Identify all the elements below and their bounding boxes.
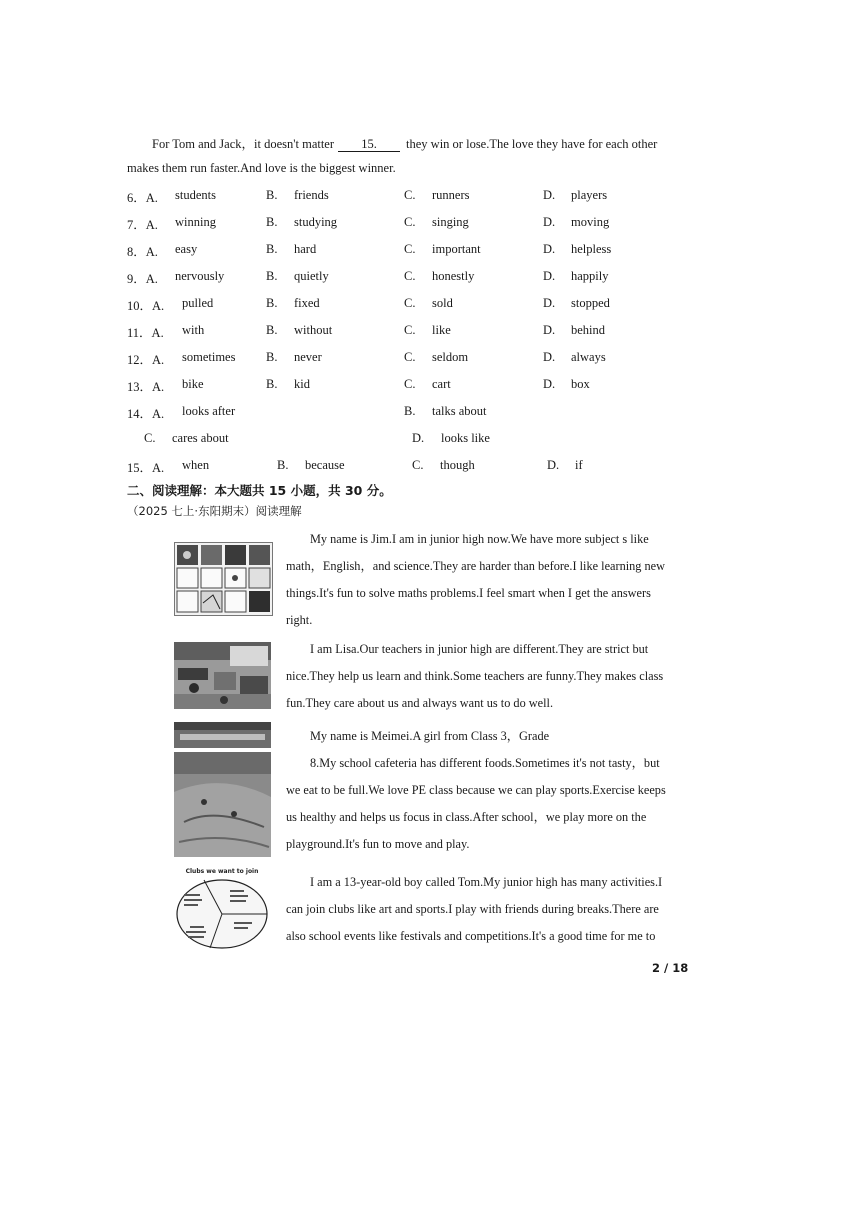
tom-clubs-pie-image: [174, 864, 271, 952]
question-label-b: B.: [266, 269, 278, 283]
passage-tom-line-3: also school events like festivals and competitions.It's a good time for me to: [286, 929, 656, 943]
question-label-b: B.: [266, 323, 278, 337]
question-number: 8．A.: [127, 245, 158, 259]
passage-tom-line-1: I am a 13-year-old boy called Tom.My junior high has many activities.I: [310, 875, 663, 889]
question-option-b: friends: [294, 188, 329, 202]
grid-picture-icon: [175, 543, 272, 615]
q15-label-c: C.: [412, 458, 424, 472]
question-option-c: like: [432, 323, 451, 337]
passage-meimei-line-2: 8.My school cafeteria has different foods.Sometimes it's not tasty，but: [310, 756, 660, 770]
question-option-a: winning: [175, 215, 216, 229]
page-number: 2 / 18: [652, 961, 689, 975]
passage-meimei-line-4: us healthy and helps us focus in class.After school，we play more on the: [286, 810, 647, 824]
q14-option-a: looks after: [182, 404, 236, 418]
q15-option-c: though: [440, 458, 475, 472]
question-option-a: sometimes: [182, 350, 236, 364]
question-label-c: C.: [404, 242, 416, 256]
q15-option-b: because: [305, 458, 345, 472]
question-option-c: sold: [432, 296, 453, 310]
q14-option-d: looks like: [441, 431, 490, 445]
q15-option-d: if: [575, 458, 583, 472]
question-option-a: students: [175, 188, 216, 202]
question-option-d: moving: [571, 215, 610, 229]
question-label-b: B.: [266, 188, 278, 202]
question-label-d: D.: [543, 215, 556, 229]
q15-label-b: B.: [277, 458, 289, 472]
question-option-a: easy: [175, 242, 198, 256]
q14-label-b: B.: [404, 404, 416, 418]
question-label-b: B.: [266, 296, 278, 310]
question-option-c: seldom: [432, 350, 469, 364]
question-option-c: important: [432, 242, 481, 256]
intro-text-1: For Tom and Jack，it doesn't matter: [152, 137, 335, 151]
question-option-b: kid: [294, 377, 310, 391]
question-label-b: B.: [266, 377, 278, 391]
question-option-d: always: [571, 350, 606, 364]
question-label-c: C.: [404, 377, 416, 391]
question-label-d: D.: [543, 269, 556, 283]
passage-meimei-line-1: My name is Meimei.A girl from Class 3，Grade: [310, 729, 550, 743]
passage-jim-line-4: right.: [286, 613, 313, 627]
question-option-c: honestly: [432, 269, 475, 283]
question-label-d: D.: [543, 377, 556, 391]
question-option-b: never: [294, 350, 322, 364]
passage-jim-line-2: math，English，and science.They are harder than before.I like learning new: [286, 559, 665, 573]
question-option-d: happily: [571, 269, 609, 283]
question-option-b: hard: [294, 242, 317, 256]
question-label-b: B.: [266, 215, 278, 229]
section-2-heading: 二、阅读理解：本大题共 15 小题，共 30 分。: [127, 483, 392, 498]
passage-lisa-line-3: fun.They care about us and always want us to do well.: [286, 696, 554, 710]
question-number: 9．A.: [127, 272, 158, 286]
question-label-d: D.: [543, 296, 556, 310]
question-label-c: C.: [404, 350, 416, 364]
question-option-c: singing: [432, 215, 469, 229]
question-option-d: behind: [571, 323, 606, 337]
question-option-d: stopped: [571, 296, 610, 310]
intro-text-2: they win or lose.The love they have for each other: [406, 137, 658, 151]
question-label-d: D.: [543, 350, 556, 364]
q15-label-d: D.: [547, 458, 560, 472]
jim-subject-grid-image: [174, 542, 273, 616]
question-label-b: B.: [266, 350, 278, 364]
q14-label-d: D.: [412, 431, 425, 445]
question-option-a: bike: [182, 377, 204, 391]
pie-chart-icon: [174, 864, 271, 952]
q15-option-a: when: [182, 458, 210, 472]
question-option-b: quietly: [294, 269, 329, 283]
q15-number: 15．A.: [127, 461, 165, 475]
playground-photo-icon: [174, 752, 271, 857]
meimei-cafeteria-image: [174, 722, 271, 748]
question-option-d: players: [571, 188, 608, 202]
intro-line-1: [152, 134, 657, 152]
meimei-playground-image: [174, 752, 271, 857]
question-number: 12．A.: [127, 353, 165, 367]
section-2-source: （2025 七上·东阳期末）阅读理解: [127, 504, 302, 518]
question-number: 10．A.: [127, 299, 165, 313]
blank-15: 15.: [338, 138, 400, 152]
q14-option-b: talks about: [432, 404, 487, 418]
q14-option-c: cares about: [172, 431, 229, 445]
question-label-d: D.: [543, 188, 556, 202]
question-label-c: C.: [404, 188, 416, 202]
passage-jim-line-3: things.It's fun to solve maths problems.I feel smart when I get the answers: [286, 586, 651, 600]
pie-title: Clubs we want to join: [185, 868, 259, 875]
question-number: 11．A.: [127, 326, 164, 340]
question-label-c: C.: [404, 296, 416, 310]
question-option-b: without: [294, 323, 333, 337]
question-label-d: D.: [543, 323, 556, 337]
question-label-c: C.: [404, 323, 416, 337]
question-number: 7．A.: [127, 218, 158, 232]
question-number: 6．A.: [127, 191, 158, 205]
question-label-c: C.: [404, 269, 416, 283]
passage-meimei-line-3: we eat to be full.We love PE class because we can play sports.Exercise keeps: [286, 783, 666, 797]
q14-label-c: C.: [144, 431, 156, 445]
passage-tom-line-2: can join clubs like art and sports.I play with friends during breaks.There are: [286, 902, 659, 916]
question-option-a: pulled: [182, 296, 214, 310]
question-option-d: helpless: [571, 242, 612, 256]
question-label-d: D.: [543, 242, 556, 256]
classroom-photo-icon: [174, 642, 271, 709]
question-option-b: fixed: [294, 296, 320, 310]
question-option-d: box: [571, 377, 590, 391]
question-option-a: nervously: [175, 269, 225, 283]
question-label-b: B.: [266, 242, 278, 256]
passage-meimei: [286, 723, 686, 858]
passage-lisa-line-1: I am Lisa.Our teachers in junior high are different.They are strict but: [310, 642, 649, 656]
question-option-a: with: [182, 323, 205, 337]
question-option-b: studying: [294, 215, 338, 229]
question-number: 13．A.: [127, 380, 165, 394]
question-option-c: runners: [432, 188, 470, 202]
passage-jim: [286, 526, 686, 634]
q14-number: 14．A.: [127, 407, 165, 421]
lisa-classroom-image: [174, 642, 271, 709]
question-label-c: C.: [404, 215, 416, 229]
passage-tom: [286, 869, 686, 950]
intro-line-2: makes them run faster.And love is the biggest winner.: [127, 161, 396, 175]
passage-lisa-line-2: nice.They help us learn and think.Some teachers are funny.They makes class: [286, 669, 664, 683]
passage-jim-line-1: My name is Jim.I am in junior high now.We have more subject s like: [310, 532, 649, 546]
passage-meimei-line-5: playground.It's fun to move and play.: [286, 837, 470, 851]
passage-lisa: [286, 636, 686, 717]
cafeteria-photo-icon: [174, 722, 271, 748]
question-option-c: cart: [432, 377, 451, 391]
